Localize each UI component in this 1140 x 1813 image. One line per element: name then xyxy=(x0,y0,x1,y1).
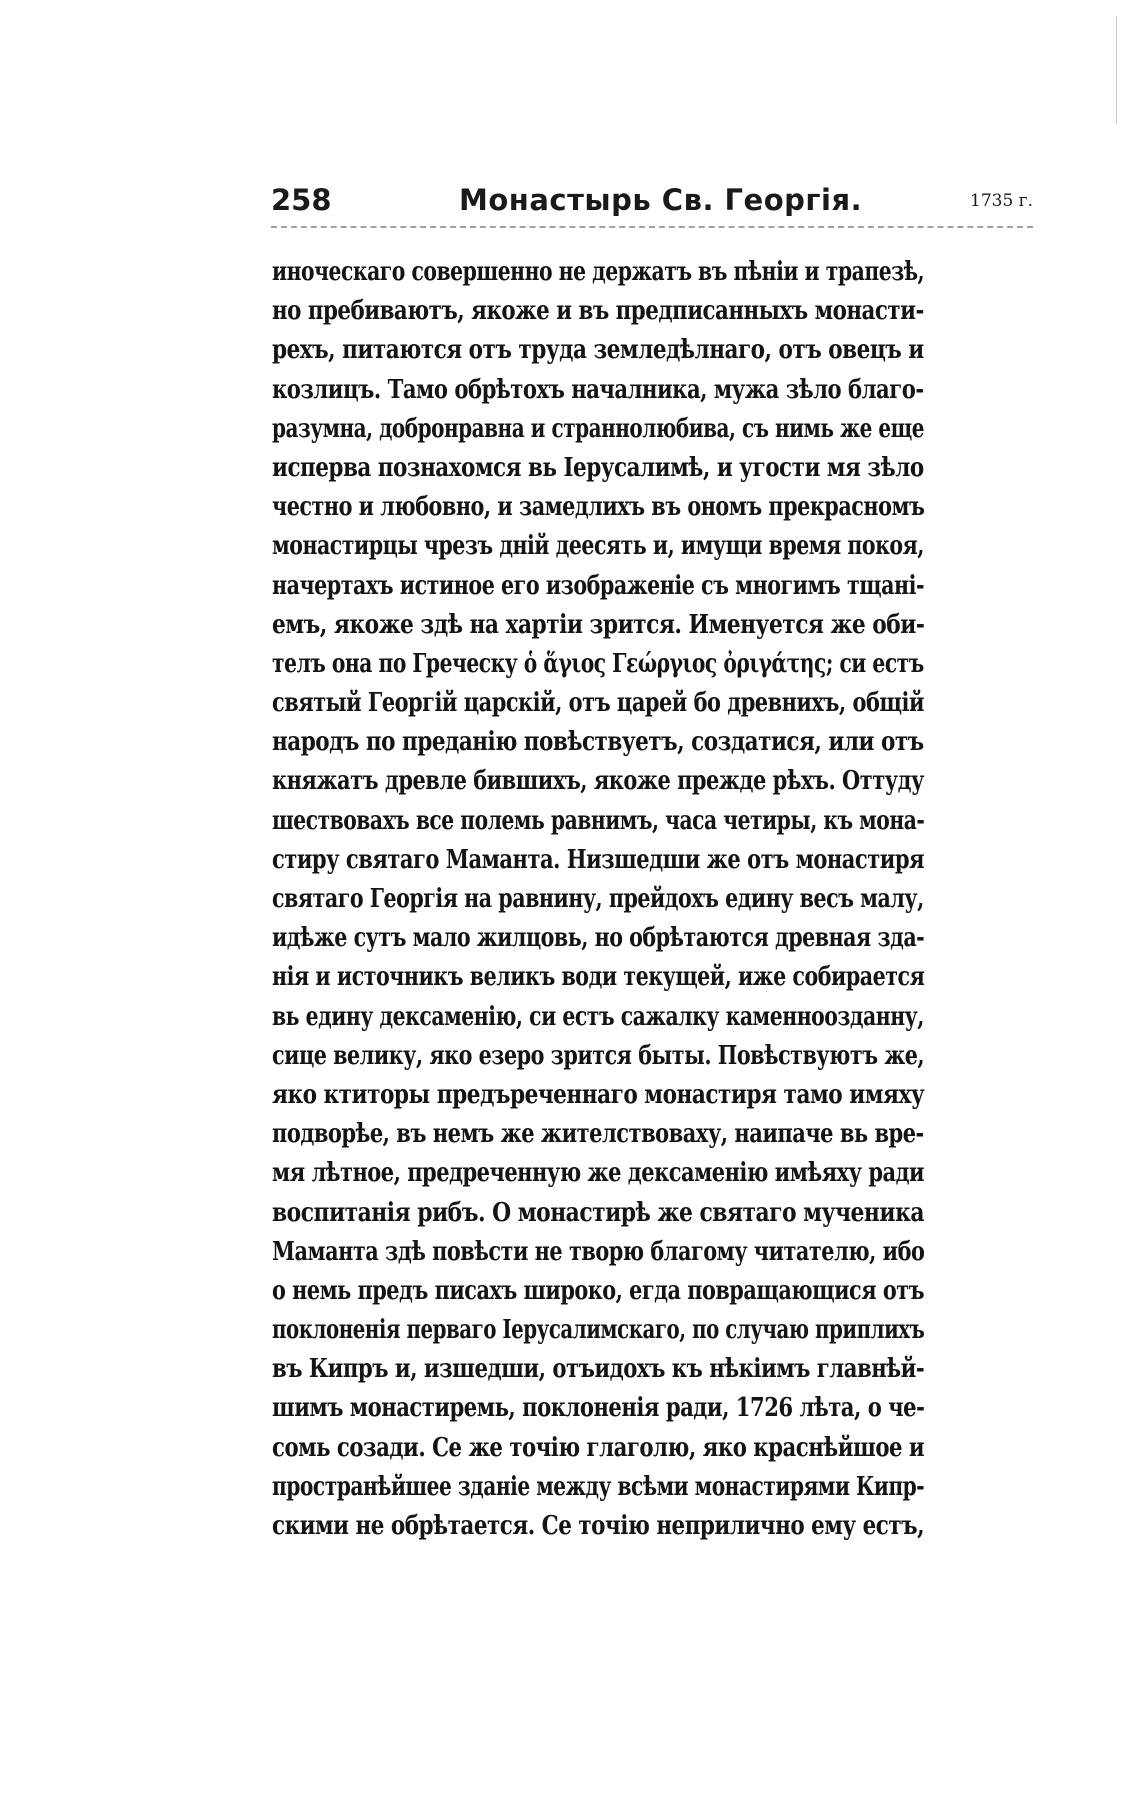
text-line: честно и любовно, и замедлихъ въ ономъ прекрасномъ xyxy=(272,492,925,523)
text-line: иноческаго совершенно не держатъ въ пѣніи и трапезѣ, xyxy=(272,257,925,287)
text-line: козлицъ. Тамо обрѣтохъ началника, мужа зѣло благо- xyxy=(272,374,924,405)
text-line: яко ктиторы предъреченнаго монастиря тамо имяху xyxy=(272,1079,925,1110)
text-line: емъ, якоже здѣ на хартіи зрится. Именуется же оби- xyxy=(272,609,925,640)
text-line: княжатъ древле бившихъ, якоже прежде рѣхъ. Оттуду xyxy=(272,766,924,797)
text-line: пространѣйшее зданіе между всѣми монастирями Кипр- xyxy=(272,1471,925,1502)
text-line: разумна, добронравна и страннолюбива, съ нимь же еще xyxy=(272,413,925,444)
text-line: сомь созади. Се же точію глаголю, яко краснѣйшое и xyxy=(272,1432,925,1463)
text-line: вь едину дексаменію, си естъ сажалку каменноозданну, xyxy=(272,1001,924,1032)
text-line: скими не обрѣтается. Се точію неприлично ему естъ, xyxy=(272,1511,925,1541)
text-line: сице велику, яко езеро зрится быты. Повѣствуютъ же, xyxy=(272,1040,925,1071)
header-rule xyxy=(271,226,1033,228)
text-line: Маманта здѣ повѣсти не творю благому читателю, ибо xyxy=(272,1236,925,1267)
text-line: но пребиваютъ, якоже и въ предписанныхъ монасти- xyxy=(272,296,924,327)
running-title: Монастырь Св. Георгія. xyxy=(459,183,863,217)
text-line: мя лѣтное, предреченную же дексаменію имѣяху ради xyxy=(272,1158,925,1189)
text-line: шимъ монастиремь, поклоненія ради, 1726 лѣта, о че- xyxy=(272,1393,925,1424)
text-line: идѣже сутъ мало жилцовь, но обрѣтаются древная зда- xyxy=(272,923,925,954)
text-line: начертахъ истиное его изображеніе съ многимъ тщані- xyxy=(272,570,925,601)
text-line: народъ по преданію повѣствуетъ, создатися, или отъ xyxy=(272,727,924,758)
text-line: исперва познахомся вь Іерусалимѣ, и угости мя зѣло xyxy=(272,452,924,483)
text-line: въ Кипръ и, изшедши, отъидохъ къ нѣкіимъ главнѣй- xyxy=(272,1354,925,1385)
text-line: рехъ, питаются отъ труда земледѣлнаго, отъ овецъ и xyxy=(272,335,924,366)
page-header xyxy=(271,178,1033,226)
page-edge-line xyxy=(1116,16,1117,124)
text-line: о немь предъ писахъ широко, егда повращающися отъ xyxy=(272,1275,925,1306)
year-label: 1735 г. xyxy=(970,191,1033,211)
text-line: телъ она по Гречеcку ὁ ἅγιος Γεώργιος ὀριγάτης; си естъ xyxy=(272,648,924,679)
text-line: святаго Георгія на равнину, прейдохъ едину весъ малу, xyxy=(272,884,924,914)
text-line: стиру святаго Маманта. Низшедши же отъ монастиря xyxy=(272,844,925,875)
text-line: поклоненія перваго Іерусалимскаго, по случаю приплихъ xyxy=(272,1315,925,1346)
text-line: святый Георгій царскій, отъ царей бо древнихъ, общій xyxy=(272,688,924,719)
text-line: монастирцы чрезъ днiй деесять и, имущи время покоя, xyxy=(272,531,924,562)
body-text xyxy=(272,253,1044,1546)
text-line: нія и источникъ великъ води текущей, иже собирается xyxy=(272,962,925,993)
text-line: подворѣе, въ немъ же жителствоваху, наипаче вь вре- xyxy=(272,1119,924,1150)
text-line: шествовахъ все полемь равнимъ, часа четиры, къ мона- xyxy=(272,805,925,836)
text-line: воспитанія рибъ. О монастирѣ же святаго мученика xyxy=(272,1197,924,1228)
page-number: 258 xyxy=(271,183,332,217)
